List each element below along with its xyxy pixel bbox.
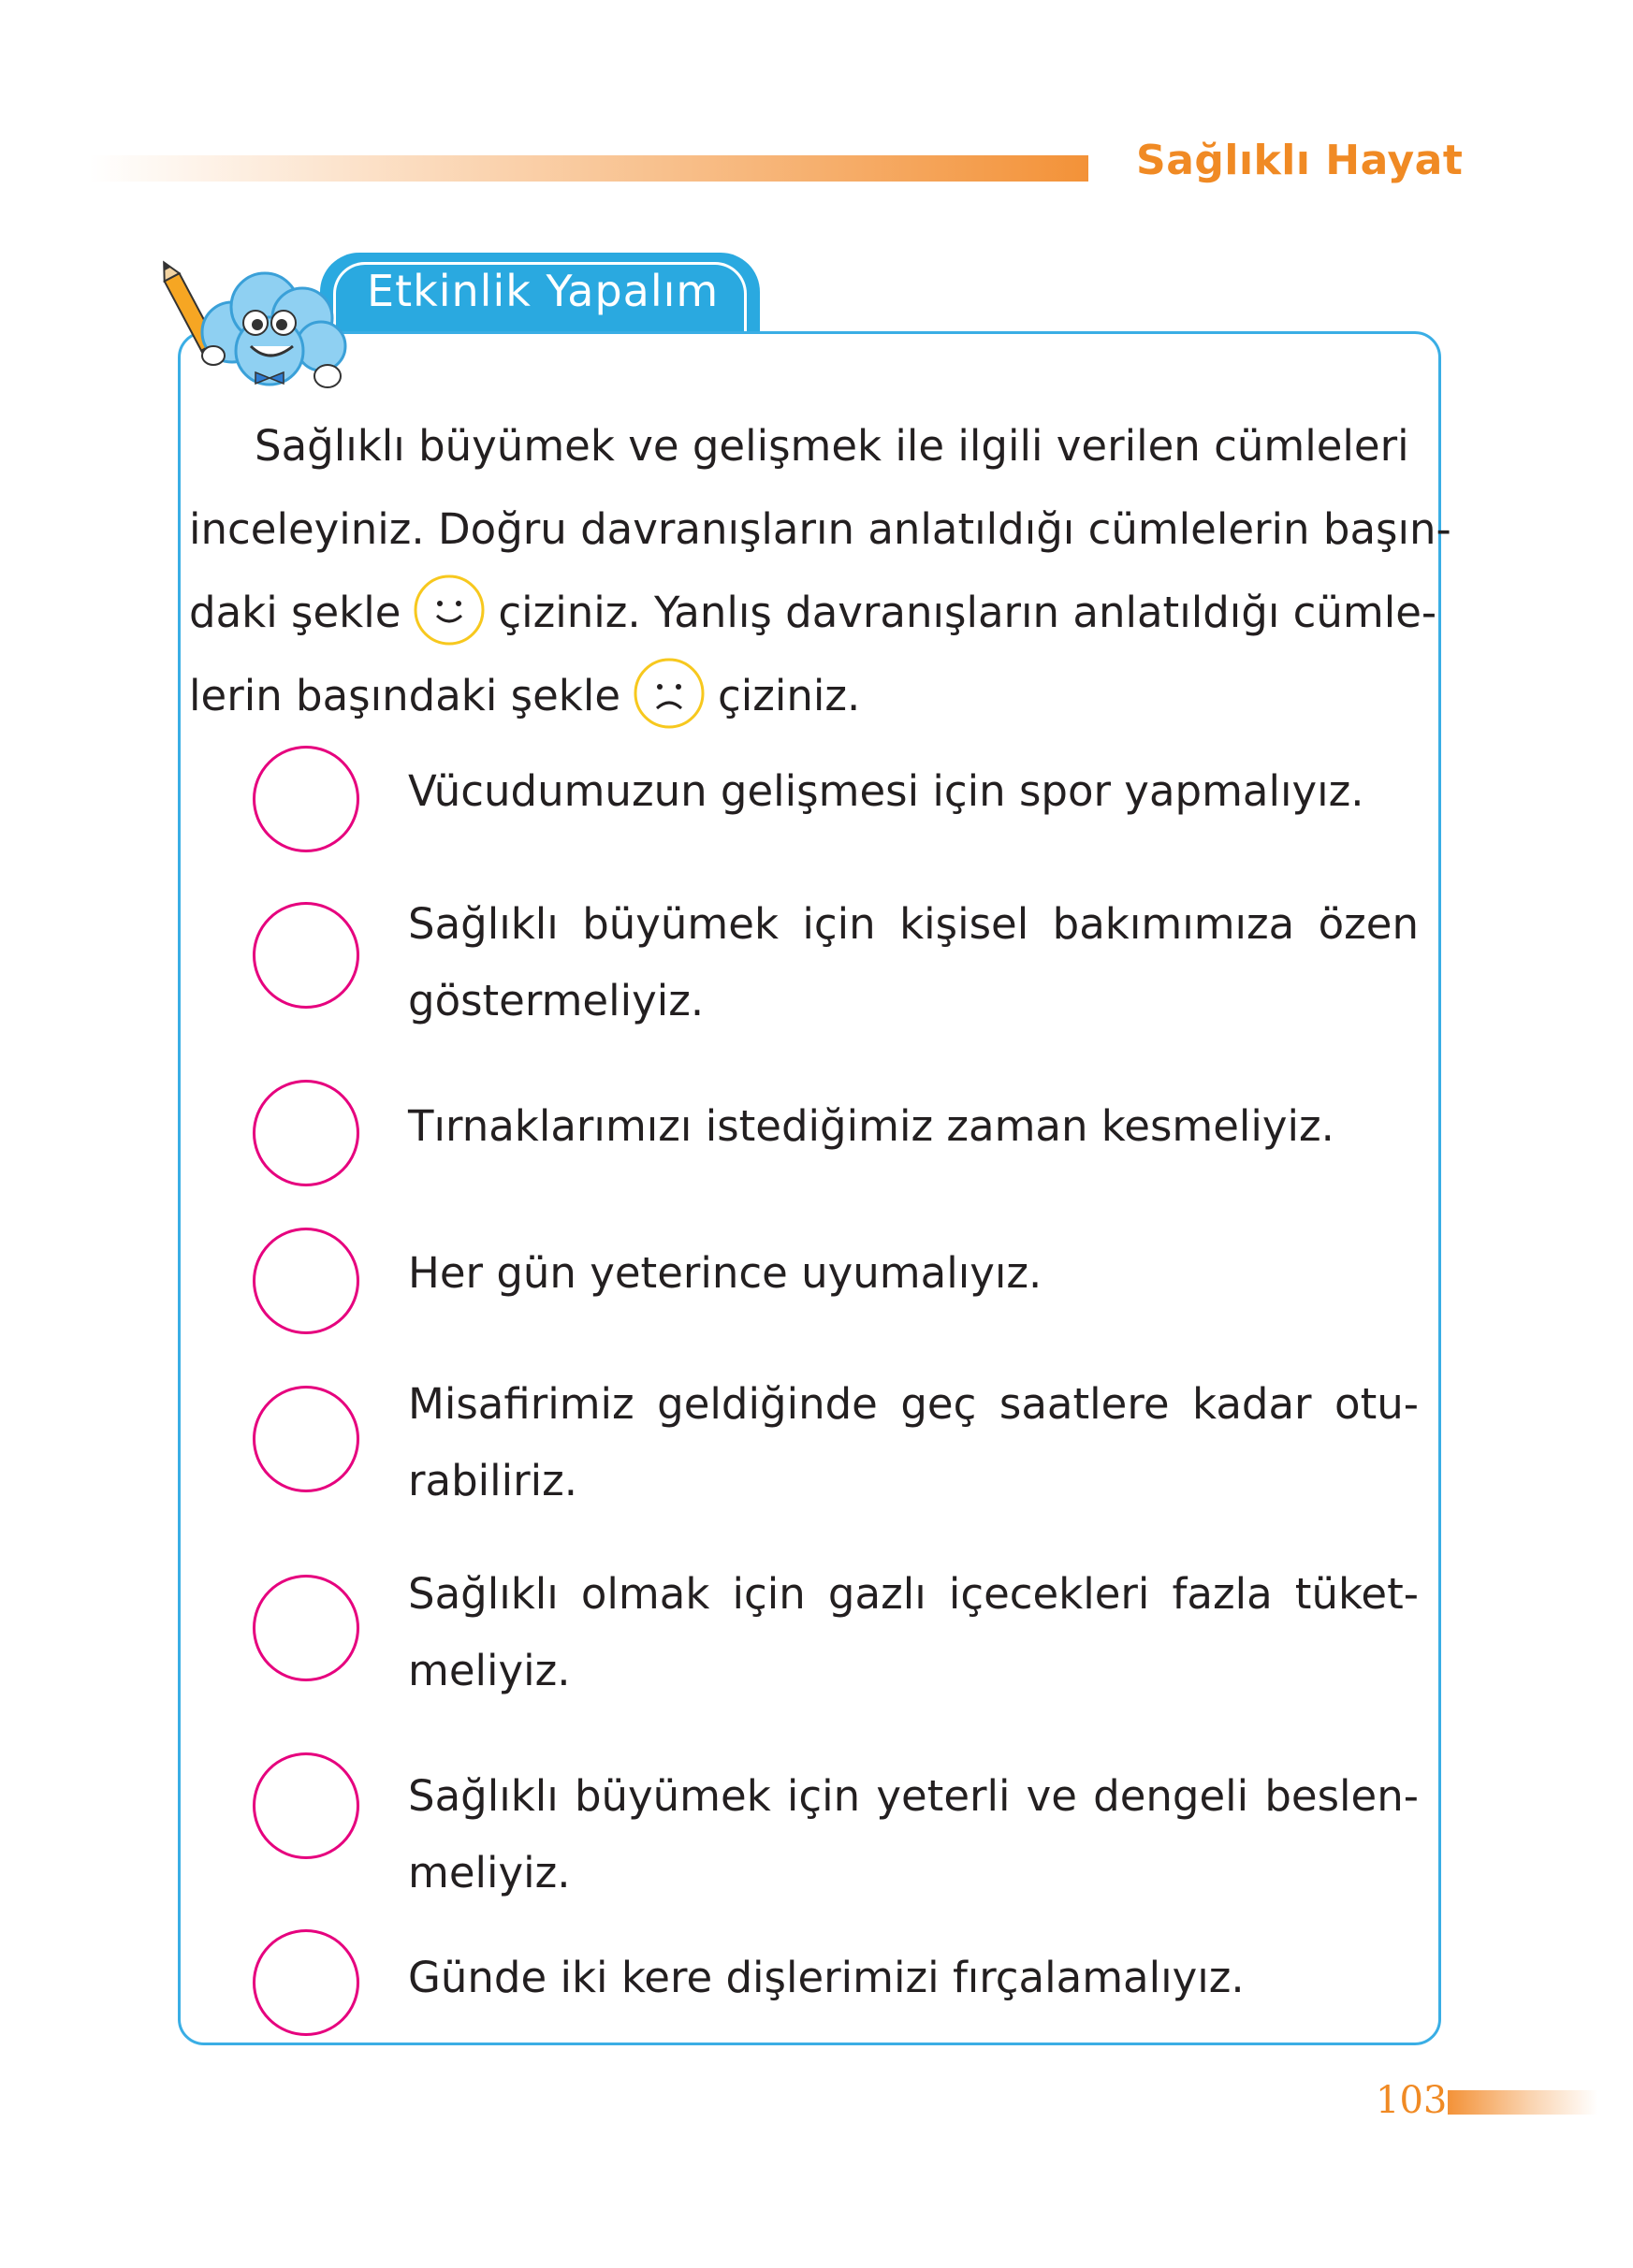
list-item [408, 886, 1419, 1040]
item-text-line: Her gün yeterince uyumalıyız. [408, 1248, 1042, 1298]
instructions-paragraph [189, 404, 1451, 737]
list-item [408, 1758, 1419, 1912]
instructions-text: çiziniz. [718, 671, 861, 720]
answer-circle[interactable] [253, 1929, 359, 2036]
activity-label: Etkinlik Yapalım [367, 266, 720, 316]
item-text-line: meliyiz. [408, 1848, 571, 1897]
smiley-face-icon [412, 573, 487, 647]
answer-circle[interactable] [253, 1386, 359, 1492]
answer-circle[interactable] [253, 1080, 359, 1186]
item-text-line: Günde iki kere dişlerimizi fırçalamalıyız. [408, 1953, 1245, 2002]
instructions-line: Sağlıklı büyümek ve gelişmek ile ilgili verilen cümleleri [255, 421, 1409, 471]
list-item [408, 1940, 1419, 2016]
page-number: 103 [1376, 2079, 1448, 2122]
answer-circle[interactable] [253, 1752, 359, 1859]
list-item [408, 1366, 1419, 1519]
answer-circle[interactable] [253, 1228, 359, 1334]
instructions-line [189, 654, 1424, 737]
header-gradient-bar [89, 155, 1088, 182]
item-text-line: Sağlıklı büyümek için yeterli ve dengeli beslen- [408, 1771, 1419, 1821]
sad-face-icon [632, 656, 707, 731]
item-text-line: Misafirimiz geldiğinde geç saatlere kadar otu- [408, 1379, 1419, 1429]
instructions-text: çiziniz. Yanlış davranışların anlatıldığı cümle- [498, 588, 1437, 637]
list-item [408, 1088, 1419, 1165]
instructions-line: inceleyiniz. Doğru davranışların anlatıldığı cümlelerin başın- [189, 504, 1451, 554]
item-text-line: Vücudumuzun gelişmesi için spor yapmalıyız. [408, 766, 1364, 816]
list-item [408, 1556, 1419, 1709]
item-text-line: göstermeliyiz. [408, 976, 705, 1025]
item-text-line: meliyiz. [408, 1646, 571, 1695]
item-text-line: Sağlıklı büyümek için kişisel bakımımıza özen [408, 899, 1419, 949]
instructions-text: daki şekle [189, 588, 401, 637]
item-text-line: rabiliriz. [408, 1456, 578, 1505]
answer-circle[interactable] [253, 902, 359, 1009]
cloud-mascot-icon [157, 253, 372, 393]
instructions-text: lerin başındaki şekle [189, 671, 621, 720]
item-text-line: Tırnaklarımızı istediğimiz zaman kesmeliyiz. [408, 1101, 1334, 1151]
page-section-title: Sağlıklı Hayat [1136, 137, 1464, 184]
footer-gradient-bar [1448, 2090, 1597, 2115]
item-text-line: Sağlıklı olmak için gazlı içecekleri fazla tüket- [408, 1569, 1419, 1619]
list-item [408, 753, 1419, 830]
answer-circle[interactable] [253, 746, 359, 852]
list-item [408, 1235, 1419, 1312]
instructions-line [189, 571, 1437, 654]
answer-circle[interactable] [253, 1575, 359, 1681]
